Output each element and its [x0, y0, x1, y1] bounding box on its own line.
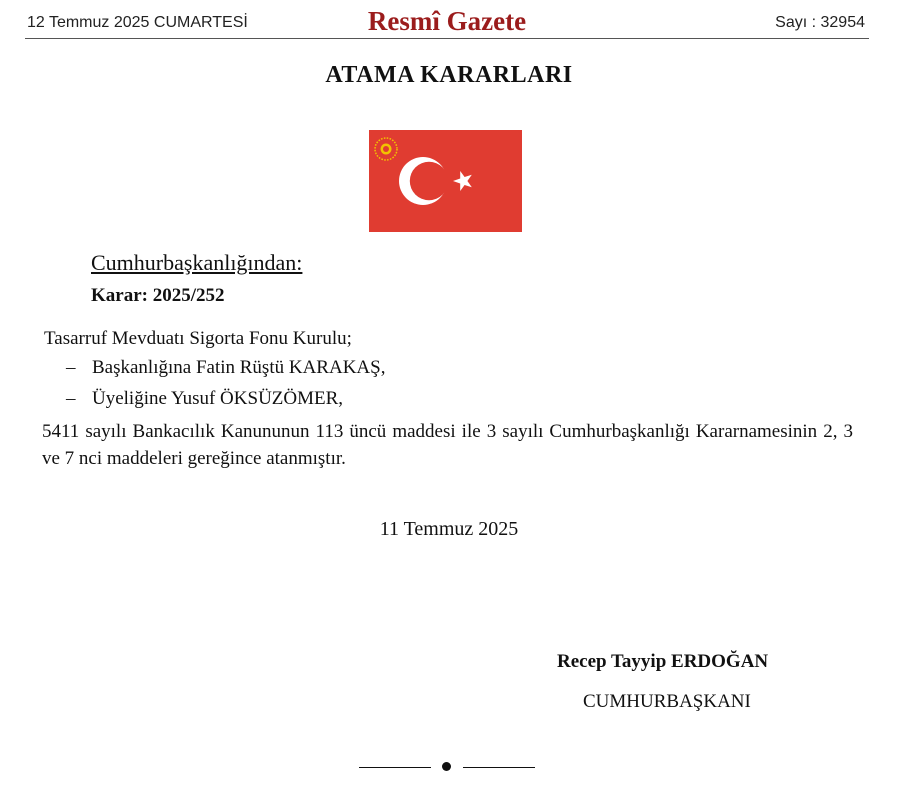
- end-line-right: [463, 767, 535, 768]
- signer-title: CUMHURBAŞKANI: [583, 691, 751, 712]
- page-header: [25, 8, 869, 39]
- list-dash: –: [66, 388, 76, 409]
- intro-line: Tasarruf Mevduatı Sigorta Fonu Kurulu;: [44, 328, 352, 349]
- decision-number: Karar: 2025/252: [91, 285, 225, 306]
- end-line-left: [359, 767, 431, 768]
- header-date: 12 Temmuz 2025 CUMARTESİ: [27, 14, 248, 31]
- list-dash: –: [66, 357, 76, 378]
- issue-number: Sayı : 32954: [775, 14, 865, 31]
- list-item-text: Başkanlığına Fatin Rüştü KARAKAŞ,: [92, 357, 386, 378]
- section-title: ATAMA KARARLARI: [325, 62, 573, 88]
- body-paragraph: 5411 sayılı Bankacılık Kanununun 113 üncü maddesi ile 3 sayılı Cumhurbaşkanlığı Kararnamesinin 2, 3 ve 7 nci maddeleri gereğince atanmıştır.: [42, 421, 853, 469]
- end-of-document-mark: [359, 758, 535, 774]
- publication-title: Resmî Gazete: [367, 6, 527, 36]
- decision-date: 11 Temmuz 2025: [379, 518, 519, 540]
- list-item: [66, 388, 343, 410]
- signer-name: Recep Tayyip ERDOĞAN: [557, 651, 769, 672]
- list-item: [66, 357, 385, 379]
- end-dot-icon: [442, 762, 451, 771]
- issuer-heading: Cumhurbaşkanlığından:: [91, 250, 303, 275]
- list-item-text: Üyeliğine Yusuf ÖKSÜZÖMER,: [92, 388, 344, 409]
- presidential-flag-icon: [369, 130, 522, 232]
